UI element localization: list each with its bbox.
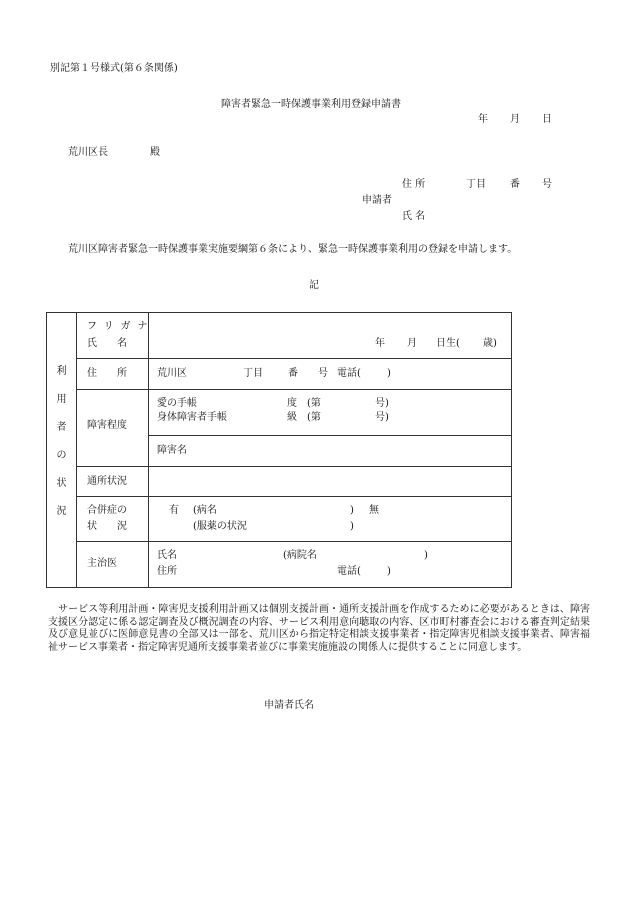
complication-label-1: 合併症の — [87, 505, 127, 516]
attendance-label: 通所状況 — [87, 476, 127, 487]
applicant-label: 申請者 — [362, 195, 392, 206]
complication-field[interactable] — [149, 497, 512, 542]
doctor-phone: 電話( — [337, 566, 361, 577]
consent-text: サービス等利用計画・障害児支援利用計画又は個別支援計画・通所支援計画を作成するために必要があるときは、障害支援区分認定に係る認定調査及び概況調査の内容、サービス利用意向聴取の内容、区市町村審査会における審査判定結果及び意見並びに医師意見書の全部又は一部を、荒川区から指定特定相談支援事業者・指定障害児相談支援事業者、障害福祉サービス事業者・指定障害児通所支援事業者並びに事業実施施設の関係人に提供することに同意します。 — [48, 604, 590, 653]
name-label-cell — [77, 313, 155, 359]
birth-day: 日生( — [436, 338, 460, 349]
document-title: 障害者緊急一時保護事業利用登録申請書 — [221, 99, 401, 110]
attendance-label-cell — [77, 467, 149, 497]
user-status-table — [46, 312, 512, 588]
name-field[interactable] — [149, 313, 512, 359]
applicant-address-label: 住 所 — [402, 179, 426, 190]
addressee-name: 荒川区長 — [68, 147, 108, 158]
address-ward: 荒川区 — [157, 368, 187, 379]
doctor-hospital-close: ) — [424, 550, 428, 561]
side-char: 状 — [56, 478, 67, 489]
doctor-label: 主治医 — [87, 558, 117, 569]
side-char: 況 — [56, 506, 67, 517]
disability-name-field[interactable] — [149, 436, 512, 467]
doctor-hospital: (病院名 — [283, 550, 317, 561]
aino-techo-go: 号) — [375, 398, 389, 409]
applicant-ban: 番 — [510, 179, 520, 190]
form-reference: 別記第１号様式(第６条関係) — [50, 63, 178, 74]
signature-label: 申請者氏名 — [264, 700, 314, 711]
side-char: の — [56, 450, 67, 461]
complication-none: 無 — [369, 505, 379, 516]
shintai-techo-label: 身体障害者手帳 — [157, 412, 227, 423]
doctor-label-cell — [77, 542, 149, 588]
side-char: 者 — [56, 422, 67, 433]
complication-medication-close: ) — [350, 521, 354, 532]
address-go: 号 — [318, 368, 328, 379]
disability-label: 障害程度 — [87, 420, 127, 431]
birth-month: 月 — [407, 338, 417, 349]
applicant-chome: 丁目 — [466, 179, 486, 190]
shintai-techo-kyu: 級 — [287, 412, 297, 423]
shintai-techo-go: 号) — [375, 412, 389, 423]
doctor-field[interactable] — [149, 542, 512, 588]
complication-medication: (服薬の状況 — [193, 521, 247, 532]
aino-techo-label: 愛の手帳 — [157, 398, 197, 409]
attendance-field[interactable] — [149, 467, 512, 497]
handbook-field[interactable] — [149, 390, 512, 436]
address-phone-close: ) — [387, 368, 391, 379]
complication-yes: 有 — [169, 505, 179, 516]
address-ban: 番 — [288, 368, 298, 379]
name-label: 氏 名 — [87, 338, 127, 349]
date-year: 年 — [478, 114, 488, 125]
furigana-label: フリガナ — [87, 321, 155, 332]
doctor-phone-close: ) — [387, 566, 391, 577]
shintai-techo-dai: (第 — [307, 412, 321, 423]
date-day: 日 — [542, 114, 552, 125]
aino-techo-dai: (第 — [307, 398, 321, 409]
side-char: 利 — [56, 366, 67, 377]
birth-year: 年 — [375, 338, 385, 349]
address-chome: 丁目 — [243, 368, 263, 379]
applicant-name-label: 氏 名 — [402, 211, 426, 222]
request-statement: 荒川区障害者緊急一時保護事業実施要綱第６条により、緊急一時保護事業利用の登録を申請します。 — [68, 244, 518, 255]
complication-disease-close: ) — [350, 505, 354, 516]
age: 歳) — [483, 338, 497, 349]
date-month: 月 — [510, 114, 520, 125]
side-char: 用 — [56, 394, 67, 405]
address-label-cell — [77, 359, 149, 390]
address-phone: 電話( — [337, 368, 361, 379]
user-status-side-label — [47, 313, 77, 588]
doctor-address-label: 住所 — [157, 566, 177, 577]
ki-marker: 記 — [309, 280, 319, 291]
complication-label-2: 状 況 — [87, 521, 127, 532]
addressee-honorific: 殿 — [150, 147, 160, 158]
applicant-go: 号 — [542, 179, 552, 190]
complication-label-cell — [77, 497, 149, 542]
address-field[interactable] — [149, 359, 512, 390]
disability-name-label: 障害名 — [157, 445, 187, 456]
disability-label-cell — [77, 390, 149, 467]
complication-disease: (病名 — [193, 505, 217, 516]
consent-statement — [48, 604, 590, 654]
doctor-name-label: 氏名 — [157, 550, 177, 561]
address-label: 住 所 — [87, 368, 127, 379]
aino-techo-do: 度 — [287, 398, 297, 409]
